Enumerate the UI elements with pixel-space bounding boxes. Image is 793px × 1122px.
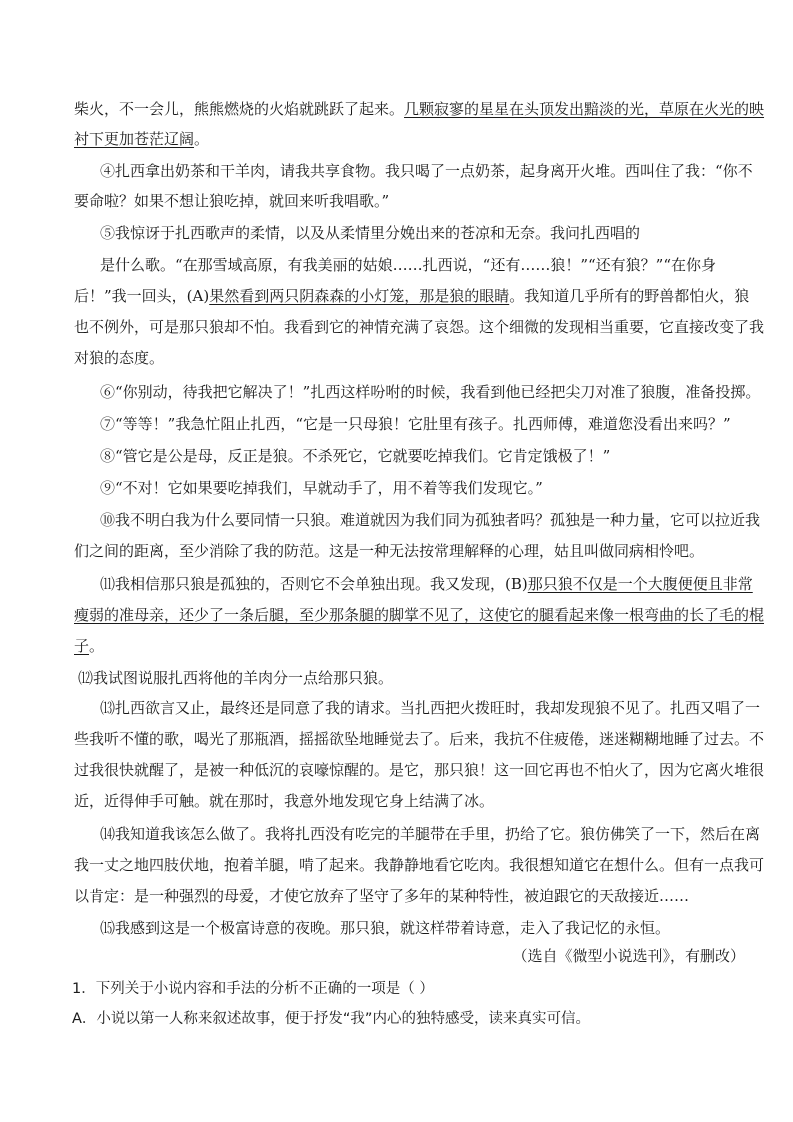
paragraph-12: ⑿我试图说服扎西将他的羊肉分一点给那只狼。 (78, 669, 394, 687)
paragraph-15: ⒂我感到这是一个极富诗意的夜晚。那只狼，就这样带着诗意，走入了我记忆的永恒。 (100, 919, 671, 937)
paragraph-13-line: 近，近得伸手可触。就在那时，我意外地发现它身上结满了冰。 (74, 792, 495, 810)
paragraph-13-line: ⒀扎西欲言又止，最终还是同意了我的请求。当扎西把火拨旺时，我却发现狼不见了。扎西又唱了一 (100, 699, 761, 717)
text-line: 衬下更加苍茫辽阔。 (74, 130, 210, 148)
paragraph-5-line: 后！”我一回头，(A)果然看到两只阴森森的小灯笼，那是狼的眼睛。我知道几乎所有的野兽都怕火，狼 (74, 287, 750, 305)
paragraph-10-line: 们之间的距离，至少消除了我的防范。这是一种无法按常理解释的心理，姑且叫做同病相怜吧。 (74, 542, 705, 560)
paragraph-6: ⑥“你别动，待我把它解决了！”扎西这样吩咐的时候，我看到他已经把尖刀对准了狼腹，准备投掷。 (100, 383, 761, 401)
paragraph-5-line: ⑤我惊讶于扎西歌声的柔情，以及从柔情里分娩出来的苍凉和无奈。我问扎西唱的 (100, 224, 641, 242)
text-line: 柴火，不一会儿，熊熊燃烧的火焰就跳跃了起来。几颗寂寥的星星在头顶发出黯淡的光，草原在火光的映 (74, 100, 765, 118)
underlined-sentence-b: 子 (74, 637, 90, 655)
paragraph-4-line: ④扎西拿出奶茶和干羊肉，请我共享食物。我只喝了一点奶茶，起身离开火堆。西叫住了我：“你不 (100, 162, 753, 180)
paragraph-11-line (74, 604, 765, 626)
underlined-sentence-b: 那只狼不仅是一个大腹便便且非常 (527, 575, 753, 593)
paragraph-5-line: 是什么歌。“在那雪域高原，有我美丽的姑娘……扎西说，“还有……狼！”“还有狼？”“在你身 (100, 256, 717, 274)
paragraph-7: ⑦“等等！”我急忙阻止扎西，“它是一只母狼！它肚里有孩子。扎西师傅，难道您没看出来吗？” (100, 415, 731, 433)
paragraph-10-line: ⑩我不明白我为什么要同情一只狼。难道就因为我们同为孤独者吗？孤独是一种力量，它可以拉近我 (100, 511, 761, 529)
underlined-sentence-a: 果然看到两只阴森森的小灯笼，那是狼的眼睛 (209, 287, 510, 305)
underlined-phrase: 几颗寂寥的星星在头顶发出黯淡的光，草原在火光的映 (404, 100, 765, 118)
underlined-phrase: 衬下更加苍茫辽阔 (74, 130, 195, 148)
paragraph-5-line: 也不例外，可是那只狼却不怕。我看到它的神情充满了哀怨。这个细微的发现相当重要，它直接改变了我 (74, 318, 765, 336)
paragraph-14-line: ⒁我知道我该怎么做了。我将扎西没有吃完的羊腿带在手里，扔给了它。狼仿佛笑了一下，然后在离 (100, 825, 761, 843)
question-option-a[interactable]: A．小说以第一人称来叙述故事，便于抒发“我”内心的独特感受，读来真实可信。 (72, 1011, 590, 1027)
paragraph-13-line: 些我听不懂的歌，喝光了那瓶酒，摇摇欲坠地睡觉去了。后来，我抗不住疲倦，迷迷糊糊地睡了过去。不 (74, 730, 765, 748)
paragraph-11-line: 子。 (74, 637, 105, 655)
paragraph-5-line: 对狼的态度。 (74, 349, 165, 367)
paragraph-14-line: 以肯定：是一种强烈的母爱，才使它放弃了坚守了多年的某种特性，被迫跟它的天敌接近…… (74, 887, 690, 905)
paragraph-9: ⑨“不对！它如果要吃掉我们，早就动手了，用不着等我们发现它。” (100, 479, 543, 497)
paragraph-4-line: 要命啦？如果不想让狼吃掉，就回来听我唱歌。” (74, 192, 390, 210)
underlined-sentence-b: 瘦弱的准母亲，还少了一条后腿，至少那条腿的脚掌不见了，这使它的腿看起来像一根弯曲的长了毛的棍 (74, 606, 765, 624)
paragraph-8: ⑧“管它是公是母，反正是狼。不杀死它，它就要吃掉我们。它肯定饿极了！” (100, 447, 611, 465)
source-citation: （选自《微型小说选刊》，有删改） (512, 947, 745, 965)
paragraph-11-line: ⑾我相信那只狼是孤独的，否则它不会单独出现。我又发现，(B)那只狼不仅是一个大腹便便且非常 (100, 575, 753, 593)
paragraph-14-line: 我一丈之地四肢伏地，抱着羊腿，啃了起来。我静静地看它吃肉。我很想知道它在想什么。但有一点我可 (74, 856, 765, 874)
question-stem: 1．下列关于小说内容和手法的分析不正确的一项是（ ） (72, 981, 434, 997)
paragraph-13-line: 过我很快就醒了，是被一种低沉的哀嚎惊醒的。是它，那只狼！这一回它再也不怕火了，因为它离火堆很 (74, 761, 765, 779)
